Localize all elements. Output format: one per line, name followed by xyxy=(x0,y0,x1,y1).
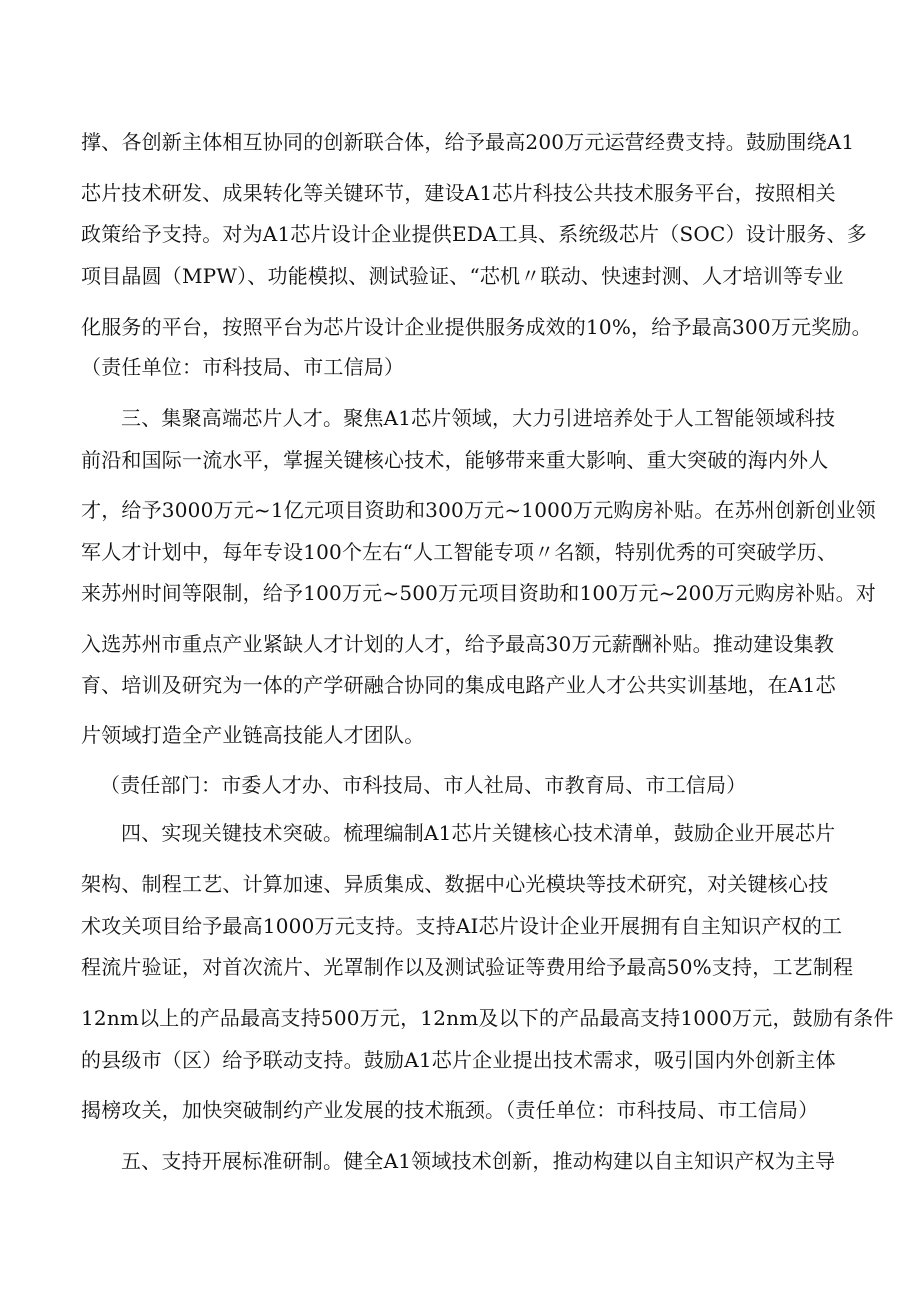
text-line: 育、培训及研究为一体的产学研融合协同的集成电路产业人才公共实训基地，在A1芯 xyxy=(81,673,836,697)
text-line: 程流片验证，对首次流片、光罩制作以及测试验证等费用给予最高50%支持，工艺制程 xyxy=(81,955,854,979)
text-line: 军人才计划中，每年专设100个左右“人工智能专项〃名额，特别优秀的可突破学历、 xyxy=(81,540,838,564)
text-line: 撑、各创新主体相互协同的创新联合体，给予最高200万元运营经费支持。鼓励围绕A1 xyxy=(81,130,855,154)
text-line: 12nm以上的产品最高支持500万元，12nm及以下的产品最高支持1000万元，鼓励有条件 xyxy=(81,1006,894,1030)
text-line: 术攻关项目给予最高1000万元支持。支持AI芯片设计企业开展拥有自主知识产权的工 xyxy=(81,914,843,938)
text-line: 才，给予3000万元~1亿元项目资助和300万元~1000万元购房补贴。在苏州创新创业领 xyxy=(81,498,877,522)
text-line: 前沿和国际一流水平，掌握关键核心技术，能够带来重大影响、重大突破的海内外人 xyxy=(81,448,829,472)
section-heading-4: 四、实现关键技术突破。梳理编制A1芯片关键核心技术清单，鼓励企业开展芯片 xyxy=(121,821,836,845)
text-line: 揭榜攻关，加快突破制约产业发展的技术瓶颈。（责任单位：市科技局、市工信局） xyxy=(81,1098,819,1122)
responsibility-note: （责任部门：市委人才办、市科技局、市人社局、市教育局、市工信局） xyxy=(100,773,747,797)
text-line: 片领域打造全产业链高技能人才团队。 xyxy=(81,723,425,747)
text-line: 芯片技术研发、成果转化等关键环节，建设A1芯片科技公共技术服务平台，按照相关 xyxy=(81,181,836,205)
text-line: 化服务的平台，按照平台为芯片设计企业提供服务成效的10%，给予最高300万元奖励。 xyxy=(81,315,872,339)
text-line: 政策给予支持。对为A1芯片设计企业提供EDA工具、系统级芯片（SOC）设计服务、多 xyxy=(81,222,867,246)
text-line: 来苏州时间等限制，给予100万元~500万元项目资助和100万元~200万元购房补贴。对 xyxy=(81,581,877,605)
section-heading-5: 五、支持开展标准研制。健全A1领域技术创新，推动构建以自主知识产权为主导 xyxy=(121,1149,836,1173)
text-line: 架构、制程工艺、计算加速、异质集成、数据中心光模块等技术研究，对关键核心技 xyxy=(81,872,829,896)
section-heading-3: 三、集聚高端芯片人才。聚焦A1芯片领域，大力引进培养处于人工智能领域科技 xyxy=(121,406,836,430)
text-line: 项目晶圆（MPW）、功能模拟、测试验证、“芯机〃联动、快速封测、人才培训等专业 xyxy=(81,264,844,288)
responsibility-note: （责任单位：市科技局、市工信局） xyxy=(81,355,405,379)
text-line: 入选苏州市重点产业紧缺人才计划的人才，给予最高30万元薪酬补贴。推动建设集教 xyxy=(81,632,835,656)
text-line: 的县级市（区）给予联动支持。鼓励A1芯片企业提出技术需求，吸引国内外创新主体 xyxy=(81,1048,836,1072)
